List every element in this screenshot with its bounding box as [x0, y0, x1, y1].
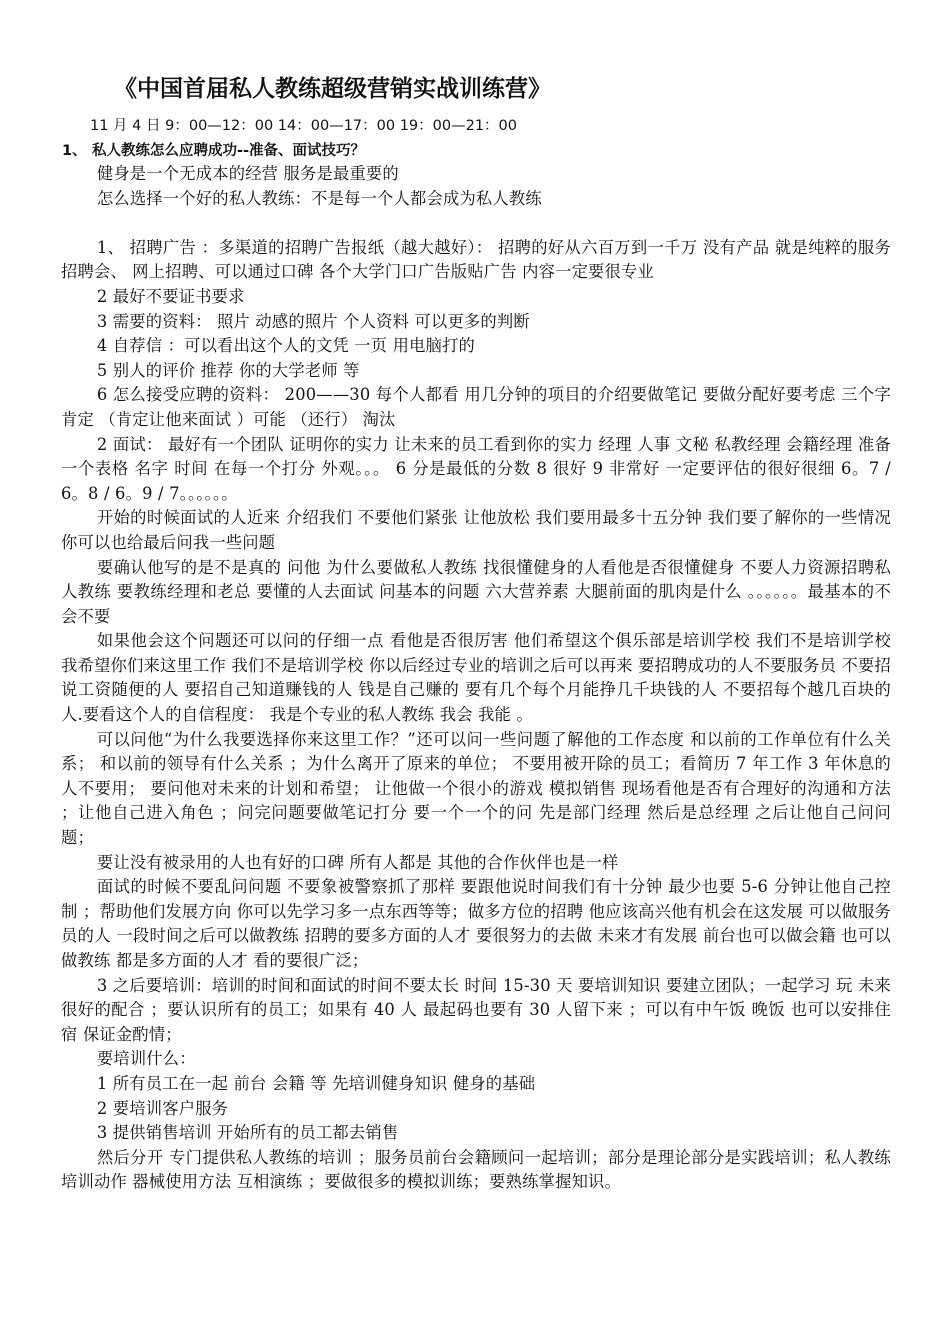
paragraph: 开始的时候面试的人近来 介绍我们 不要他们紧张 让他放松 我们要用最多十五分钟 我们要了解你的一些情况 你可以也给最后问我一些问题 [61, 508, 891, 552]
document-title: 《中国首届私人教练超级营销实战训练营》 [114, 76, 551, 102]
paragraph: 要确认他写的是不是真的 问他 为什么要做私人教练 找很懂健身的人看他是否很懂健身 不要人力资源招聘私人教练 要教练经理和老总 要懂的人去面试 问基本的问题 六大营养素 大腿前面的肌肉是什么 。。。。。。最基本的不会不要 [61, 557, 891, 626]
section-heading-text: 私人教练怎么应聘成功--准备、面试技巧？ [92, 143, 366, 159]
paragraph: 可以问他“为什么我要选择你来这里工作？”还可以问一些问题了解他的工作态度 和以前的工作单位有什么关系； 和以前的领导有什么关系 ；为什么离开了原来的单位； 不要用被开除的员工；看简历 7 年工作 3 年休息的人不要用； 要问他对未来的计划和希望； 让他做一个很小的游戏 模拟销售 现场看他是否有合理好的沟通和方法 ；让他自己进入角色 ；问完问题要做笔记打分 要一个一个的问 先是部门经理 然后是总经理 之后让他自己问问题； [61, 729, 891, 848]
paragraph: 4 自荐信 ：可以看出这个人的文凭 一页 用电脑打的 [96, 336, 476, 356]
paragraph: 要让没有被录用的人也有好的口碑 所有人都是 其他的合作伙伴也是一样 [96, 852, 619, 872]
paragraph: 1 所有员工在一起 前台 会籍 等 先培训健身知识 健身的基础 [96, 1073, 536, 1093]
section-number: 1、 [62, 143, 87, 159]
paragraph: 1、 招聘广告 ：多渠道的招聘广告报纸（越大越好）： 招聘的好从六百万到一千万 没有产品 就是纯粹的服务招聘会、 网上招聘、可以通过口碑 各个大学门口广告版贴广告 内容一定要很专业 [61, 237, 891, 282]
paragraph: 然后分开 专门提供私人教练的培训 ；服务员前台会籍顾问一起培训；部分是理论部分是实践培训；私人教练培训动作 器械使用方法 互相演练 ；要做很多的模拟训练；要熟练掌握知识。 [61, 1147, 891, 1192]
paragraph: 怎么选择一个好的私人教练：不是每一个人都会成为私人教练 [96, 188, 542, 208]
paragraph: 3 需要的资料： 照片 动感的照片 个人资料 可以更多的判断 [96, 311, 530, 331]
schedule-line: 11 月 4 日 9：00—12：00 14：00—17：00 19：00—21：00 [90, 118, 518, 134]
paragraph: 2 最好不要证书要求 [96, 286, 245, 306]
blank-line [61, 211, 891, 236]
paragraph: 5 别人的评价 推荐 你的大学老师 等 [96, 360, 360, 380]
paragraph: 3 提供销售培训 开始所有的员工都去销售 [96, 1123, 399, 1143]
paragraph: 面试的时候不要乱问问题 不要象被警察抓了那样 要跟他说时间我们有十分钟 最少也要 5-6 分钟让他自己控制 ；帮助他们发展方向 你可以先学习多一点东西等等；做多方位的招聘 他应该高兴他有机会在这发展 可以做服务员的人 一段时间之后可以做教练 招聘的要多方面的人才 要很努力的去做 未来才有发展 前台也可以做会籍 也可以做教练 都是多方面的人才 看的要很广泛； [61, 877, 891, 970]
paragraph: 2 要培训客户服务 [96, 1098, 229, 1118]
paragraph: 2 面试： 最好有一个团队 证明你的实力 让未来的员工看到你的实力 经理 人事 文秘 私教经理 会籍经理 准备一个表格 名字 时间 在每一个打分 外观。。。 6 分是最低的分数 8 很好 9 非常好 一定要评估的很好很细 6。7 / 6。8 / 6。9 / 7。。。。。。 [61, 434, 891, 503]
document-body [61, 162, 891, 1195]
paragraph: 要培训什么： [96, 1049, 196, 1069]
paragraph: 如果他会这个问题还可以问的仔细一点 看他是否很厉害 他们希望这个俱乐部是培训学校 我们不是培训学校 我希望你们来这里工作 我们不是培训学校 你以后经过专业的培训之后可以再来 要招聘成功的人不要服务员 不要招说工资随便的人 要招自己知道赚钱的人 钱是自己赚的 要有几个每个月能挣几千块钱的人 不要招每个越几百块的人.要看这个人的自信程度： 我是个专业的私人教练 我会 我能 。 [61, 631, 891, 725]
paragraph: 3 之后要培训：培训的时间和面试的时间不要太长 时间 15-30 天 要培训知识 要建立团队；一起学习 玩 未来很好的配合 ；要认识所有的员工；如果有 40 人 最起码也要有 30 人留下来 ；可以有中午饭 晚饭 也可以安排住宿 保证金酌情； [61, 975, 891, 1044]
paragraph: 6 怎么接受应聘的资料： 200——30 每个人都看 用几分钟的项目的介绍要做笔记 要做分配好要考虑 三个字 肯定 （肯定让他来面试 ）可能 （还行） 淘汰 [61, 385, 891, 429]
paragraph: 健身是一个无成本的经营 服务是最重要的 [96, 164, 399, 183]
section-heading [62, 141, 365, 161]
